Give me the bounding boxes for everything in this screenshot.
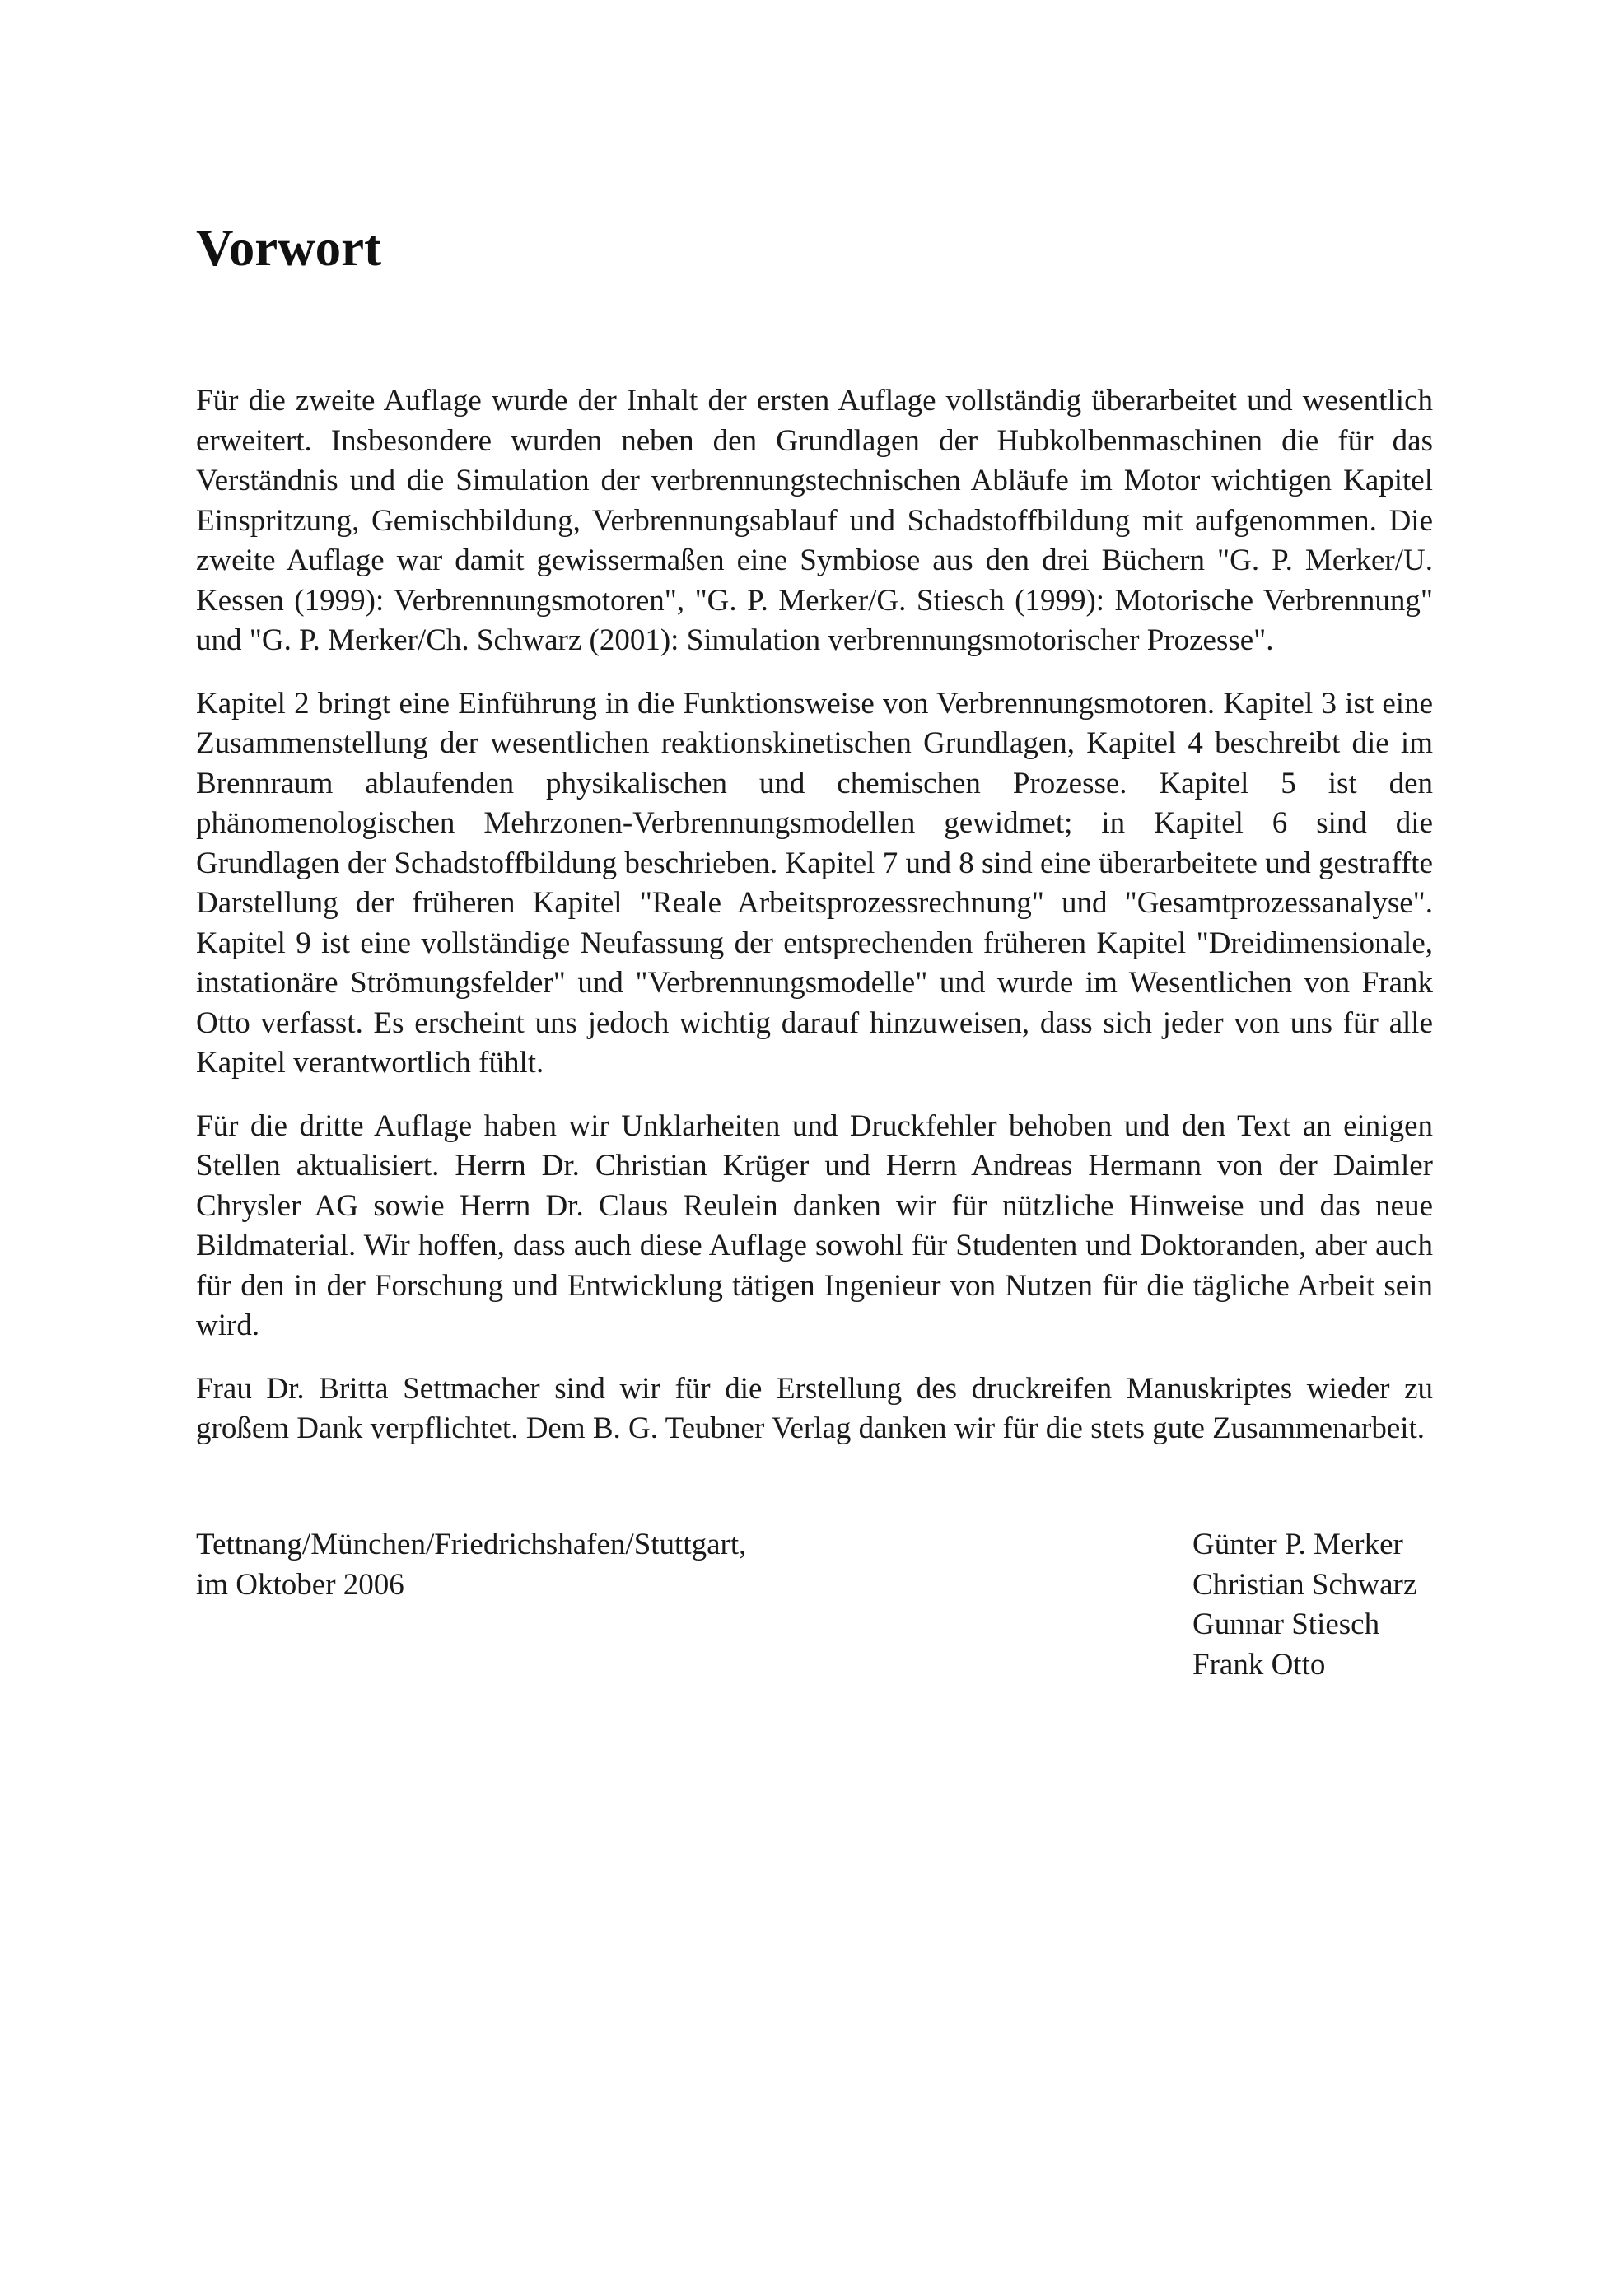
preface-body	[196, 381, 1433, 1472]
author-name: Gunnar Stiesch	[1192, 1607, 1380, 1641]
author-name: Frank Otto	[1192, 1647, 1326, 1682]
paragraph-3: Für die dritte Auflage haben wir Unklarheiten und Druckfehler behoben und den Text an einigen Stellen aktualisiert. Herrn Dr. Christian Krüger und Herrn Andreas Hermann von der Daimler Chrysler AG sowie Herrn Dr. Claus Reulein danken wir für nützliche Hinweise und das neue Bildmaterial. Wir hoffen, dass auch diese Auflage sowohl für Studenten und Doktoranden, aber auch für den in der Forschung und Entwicklung tätigen Ingenieur von Nutzen für die tägliche Arbeit sein wird.	[196, 1108, 1433, 1342]
paragraph-2: Kapitel 2 bringt eine Einführung in die Funktionsweise von Verbrennungsmotoren. Kapitel 3 ist eine Zusammenstellung der wesentlichen reaktionskinetischen Grundlagen, Kapitel 4 beschreibt die im Brennraum ablaufenden physikalischen und chemischen Prozesse. Kapitel 5 ist den phänomenologischen Mehrzonen-Verbrennungsmodellen gewidmet; in Kapitel 6 sind die Grundlagen der Schadstoffbildung beschrieben. Kapitel 7 und 8 sind eine überarbeitete und gestraffte Darstellung der früheren Kapitel "Reale Arbeitsprozessrechnung" und "Gesamtprozessanalyse". Kapitel 9 ist eine vollständige Neufassung der entsprechenden früheren Kapitel "Dreidimensionale, instationäre Strömungsfelder" und "Verbrennungsmodelle" und wurde im Wesentlichen von Frank Otto verfasst. Es erscheint uns jedoch wichtig darauf hinzuweisen, dass sich jeder von uns für alle Kapitel verantwortlich fühlt.	[196, 686, 1433, 1080]
paragraph-4: Frau Dr. Britta Settmacher sind wir für die Erstellung des druckreifen Manuskriptes wieder zu großem Dank verpflichtet. Dem B. G. Teubner Verlag danken wir für die stets gute Zusammenarbeit.	[196, 1371, 1433, 1445]
author-name: Günter P. Merker	[1192, 1528, 1403, 1561]
paragraph-1: Für die zweite Auflage wurde der Inhalt der ersten Auflage vollständig überarbeitet und wesentlich erweitert. Insbesondere wurden neben den Grundlagen der Hubkolbenmaschinen die für das Verständnis und die Simulation der verbrennungstechnischen Abläufe im Motor wichtigen Kapitel Einspritzung, Gemischbildung, Verbrennungsablauf und Schadstoffbildung mit aufgenommen. Die zweite Auflage war damit gewissermaßen eine Symbiose aus den drei Büchern "G. P. Merker/U. Kessen (1999): Verbrennungsmotoren", "G. P. Merker/G. Stiesch (1999): Motorische Verbrennung" und "G. P. Merker/Ch. Schwarz (2001): Simulation verbrennungsmotorischer Prozesse".	[196, 384, 1433, 657]
authors-block	[1192, 1525, 1416, 1685]
date-line: im Oktober 2006	[196, 1567, 404, 1602]
place-date-block	[196, 1525, 746, 1605]
place-line: Tettnang/München/Friedrichshafen/Stuttgart,	[196, 1528, 747, 1561]
author-name: Christian Schwarz	[1192, 1567, 1417, 1602]
page-title: Vorwort	[196, 219, 382, 277]
